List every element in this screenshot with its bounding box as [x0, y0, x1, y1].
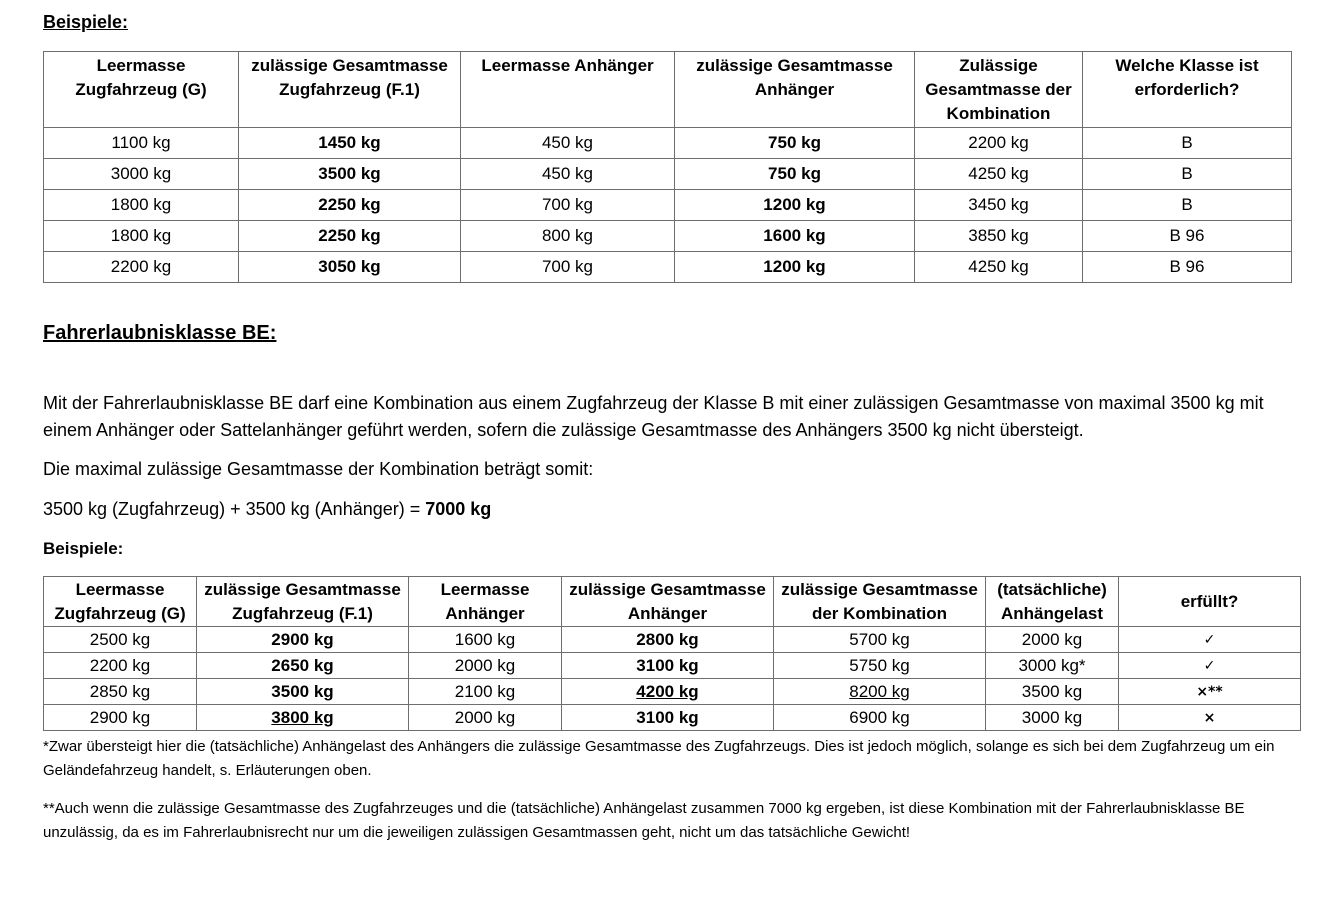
footnote-2: **Auch wenn die zulässige Gesamtmasse des Zugfahrzeuges und die (tatsächliche) Anhängelast zusammen 7000 kg ergeben, ist diese Kombination mit der Fahrerlaubnisklasse BE unzulässig, da es im Fahrerlaubnisrecht nur um die jeweiligen zulässigen Gesamtmassen geht, nicht um das tatsächliche Gewicht! — [43, 800, 1245, 841]
table-cell: 4250 kg — [915, 252, 1083, 283]
section-heading-be: Fahrerlaubnisklasse BE: — [43, 322, 277, 344]
table-cell: 3050 kg — [239, 252, 461, 283]
formula-result: 7000 kg — [425, 499, 492, 519]
header-cell: Leermasse Anhänger — [409, 577, 562, 627]
header-cell: zulässige Gesamtmasse der Kombination — [774, 577, 986, 627]
table-cell: B — [1083, 159, 1292, 190]
table-cell: 3500 kg — [197, 679, 409, 705]
table-cell: 2800 kg — [562, 627, 774, 653]
be-formula-line — [43, 496, 1305, 523]
table-cell: 3100 kg — [562, 705, 774, 731]
table-cell: 750 kg — [675, 159, 915, 190]
table-cell: 2650 kg — [197, 653, 409, 679]
table-cell: 3850 kg — [915, 221, 1083, 252]
be-description-paragraph: Mit der Fahrerlaubnisklasse BE darf eine Kombination aus einem Zugfahrzeug der Klasse B mit einer zulässigen Gesamtmasse von maximal 3500 kg mit einem Anhänger oder Sattelanhänger geführt werden, sofern die zulässige Gesamtmasse des Anhängers 3500 kg nicht übersteigt. — [43, 393, 1264, 440]
table-cell: 1800 kg — [44, 190, 239, 221]
table-row — [44, 159, 1292, 190]
table-cell: 3450 kg — [915, 190, 1083, 221]
class-b-examples-table — [43, 51, 1292, 283]
table-cell: 5750 kg — [774, 653, 986, 679]
table-cell: 700 kg — [461, 252, 675, 283]
table-cell: B 96 — [1083, 221, 1292, 252]
footnote-1: *Zwar übersteigt hier die (tatsächliche) Anhängelast des Anhängers die zulässige Gesamtmasse des Zugfahrzeugs. Dies ist jedoch möglich, solange es sich bei dem Zugfahrzeug um ein Geländefahrzeug handelt, s. Erläuterungen oben. — [43, 738, 1275, 779]
table-cell: 450 kg — [461, 159, 675, 190]
header-cell: erfüllt? — [1119, 577, 1301, 627]
cross-icon: × — [1119, 705, 1301, 731]
header-cell: (tatsächliche) Anhängelast — [986, 577, 1119, 627]
table-cell: 3500 kg — [239, 159, 461, 190]
table-cell: 1450 kg — [239, 128, 461, 159]
header-cell: Leermasse Anhänger — [461, 52, 675, 128]
header-cell: Welche Klasse ist erforderlich? — [1083, 52, 1292, 128]
examples-heading-2: Beispiele: — [43, 539, 124, 558]
table-cell: 2250 kg — [239, 190, 461, 221]
table-header-row — [44, 577, 1301, 627]
table-cell: 5700 kg — [774, 627, 986, 653]
table-cell: 3100 kg — [562, 653, 774, 679]
table-row — [44, 653, 1301, 679]
table-cell: 3000 kg — [986, 705, 1119, 731]
table-cell: 6900 kg — [774, 705, 986, 731]
header-cell: Zulässige Gesamtmasse der Kombination — [915, 52, 1083, 128]
table-cell: 800 kg — [461, 221, 675, 252]
table-cell: 2000 kg — [986, 627, 1119, 653]
table-cell: 1600 kg — [675, 221, 915, 252]
table-cell: 2850 kg — [44, 679, 197, 705]
table-cell: 2250 kg — [239, 221, 461, 252]
table-cell: 3000 kg — [44, 159, 239, 190]
header-cell: zulässige Gesamtmasse Zugfahrzeug (F.1) — [197, 577, 409, 627]
check-icon: ✓ — [1119, 653, 1301, 679]
table-cell: 2100 kg — [409, 679, 562, 705]
table-cell: 3800 kg — [197, 705, 409, 731]
table-cell: B 96 — [1083, 252, 1292, 283]
table-cell: B — [1083, 190, 1292, 221]
table-cell: 450 kg — [461, 128, 675, 159]
be-max-mass-paragraph: Die maximal zulässige Gesamtmasse der Kombination beträgt somit: — [43, 459, 594, 479]
table-cell: 3500 kg — [986, 679, 1119, 705]
table-cell: 1200 kg — [675, 252, 915, 283]
table-cell: 4200 kg — [562, 679, 774, 705]
formula-text: 3500 kg (Zugfahrzeug) + 3500 kg (Anhänger) = — [43, 499, 426, 519]
table-cell: 750 kg — [675, 128, 915, 159]
table-cell: 1600 kg — [409, 627, 562, 653]
table-cell: 2200 kg — [915, 128, 1083, 159]
examples-heading-1: Beispiele: — [43, 12, 129, 32]
table-cell: 1800 kg — [44, 221, 239, 252]
table-cell: 2200 kg — [44, 252, 239, 283]
header-cell: zulässige Gesamtmasse Anhänger — [562, 577, 774, 627]
class-be-examples-table — [43, 576, 1301, 731]
table-cell: 8200 kg — [774, 679, 986, 705]
table-cell: B — [1083, 128, 1292, 159]
table-cell: 2000 kg — [409, 705, 562, 731]
table-row — [44, 252, 1292, 283]
table-cell: 1100 kg — [44, 128, 239, 159]
table-cell: 2900 kg — [44, 705, 197, 731]
table-cell: 4250 kg — [915, 159, 1083, 190]
header-cell: Leermasse Zugfahrzeug (G) — [44, 52, 239, 128]
table-row — [44, 221, 1292, 252]
table-cell: 2900 kg — [197, 627, 409, 653]
table-row — [44, 627, 1301, 653]
table-row — [44, 128, 1292, 159]
header-cell: Leermasse Zugfahrzeug (G) — [44, 577, 197, 627]
header-cell: zulässige Gesamtmasse Zugfahrzeug (F.1) — [239, 52, 461, 128]
table-cell: 3000 kg* — [986, 653, 1119, 679]
table-cell: 2500 kg — [44, 627, 197, 653]
table-cell: 1200 kg — [675, 190, 915, 221]
header-cell: zulässige Gesamtmasse Anhänger — [675, 52, 915, 128]
table-row — [44, 190, 1292, 221]
table-cell: 2200 kg — [44, 653, 197, 679]
table-row — [44, 679, 1301, 705]
cross-icon: ×** — [1119, 679, 1301, 705]
table-cell: 700 kg — [461, 190, 675, 221]
table-cell: 2000 kg — [409, 653, 562, 679]
table-header-row — [44, 52, 1292, 128]
check-icon: ✓ — [1119, 627, 1301, 653]
table-row — [44, 705, 1301, 731]
